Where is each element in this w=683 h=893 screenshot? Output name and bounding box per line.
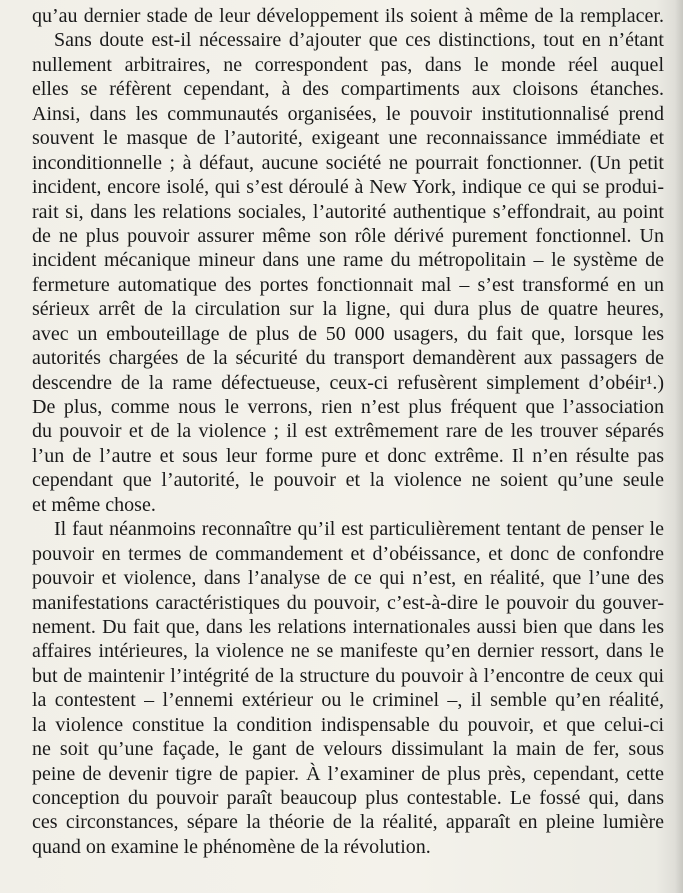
text-line: incident mécanique mineur dans une rame du métropolitain – le système de (32, 249, 664, 272)
text-line: du pouvoir et de la violence ; il est extrêmement rare de les trouver séparés (32, 420, 664, 443)
text-line: sérieux arrêt de la circulation sur la ligne, qui dura plus de quatre heures, (32, 298, 664, 321)
text-line: qu’au dernier stade de leur développement ils soient à même de la remplacer. (32, 5, 664, 27)
text-line: inconditionnelle ; à défaut, aucune société ne pourrait fonctionner. (Un petit (32, 151, 664, 174)
text-line: quand on examine le phénomène de la révolution. (32, 835, 431, 858)
text-line: de ne plus pouvoir assurer même son rôle dérivé purement fonctionnel. Un (32, 224, 664, 247)
text-line: affaires intérieures, la violence ne se manifeste qu’en dernier ressort, dans le (32, 640, 664, 663)
text-line: l’un de l’autre et sous leur forme pure et donc extrême. Il n’en résulte pas (32, 444, 664, 467)
text-line: pouvoir en termes de commandement et d’obéissance, et donc de confondre (32, 542, 664, 565)
text-line: nullement arbitraires, ne correspondent pas, dans le monde réel auquel (32, 53, 664, 76)
text-line: nement. Du fait que, dans les relations internationales aussi bien que dans les (32, 615, 664, 638)
text-line: souvent le masque de l’autorité, exigeant une reconnaissance immédiate et (32, 127, 664, 150)
text-line: rait si, dans les relations sociales, l’autorité authentique s’effondrait, au point (32, 200, 664, 223)
page-text (32, 4, 664, 859)
text-line: descendre de la rame défectueuse, ceux-ci refusèrent simplement d’obéir¹.) (32, 371, 664, 394)
page-edge-shadow (675, 0, 683, 893)
text-line: Ainsi, dans les communautés organisées, le pouvoir institutionnalisé prend (32, 102, 664, 125)
text-line: la violence constitue la condition indispensable du pouvoir, et que celui-ci (32, 713, 664, 736)
text-line: cependant que l’autorité, le pouvoir et la violence ne soient qu’une seule (32, 469, 664, 492)
text-line: fermeture automatique des portes fonctionnait mal – s’est transformé en un (32, 273, 664, 296)
text-line: autorités chargées de la sécurité du transport demandèrent aux passagers de (32, 347, 664, 370)
text-line: ces circonstances, sépare la théorie de la réalité, apparaît en pleine lumière (32, 811, 664, 834)
text-line: la contestent – l’ennemi extérieur ou le criminel –, il semble qu’en réalité, (32, 689, 664, 712)
text-line: pouvoir et violence, dans l’analyse de ce qui n’est, en réalité, que l’une des (32, 567, 664, 590)
text-line: avec un embouteillage de plus de 50 000 usagers, du fait que, lorsque les (32, 322, 664, 345)
text-line: manifestations caractéristiques du pouvoir, c’est-à-dire le pouvoir du gouver- (32, 591, 664, 614)
text-line: elles se réfèrent cependant, à des compartiments aux cloisons étanches. (32, 78, 664, 101)
text-line: peine de devenir tigre de papier. À l’examiner de plus près, cependant, cette (32, 762, 664, 785)
text-line: ne soit qu’une façade, le gant de velours dissimulant la main de fer, sous (32, 738, 664, 761)
text-line: incident, encore isolé, qui s’est déroulé à New York, indique ce qui se produi- (32, 176, 664, 199)
text-line: et même chose. (32, 493, 156, 516)
text-line: but de maintenir l’intégrité de la structure du pouvoir à l’encontre de ceux qui (32, 664, 664, 687)
text-line: Sans doute est-il nécessaire d’ajouter que ces distinctions, tout en n’étant (54, 29, 664, 52)
text-line: Il faut néanmoins reconnaître qu’il est particulièrement tentant de penser le (54, 518, 664, 541)
text-line: conception du pouvoir paraît beaucoup plus contestable. Le fossé qui, dans (32, 787, 664, 809)
text-line: De plus, comme nous le verrons, rien n’est plus fréquent que l’association (32, 396, 664, 418)
